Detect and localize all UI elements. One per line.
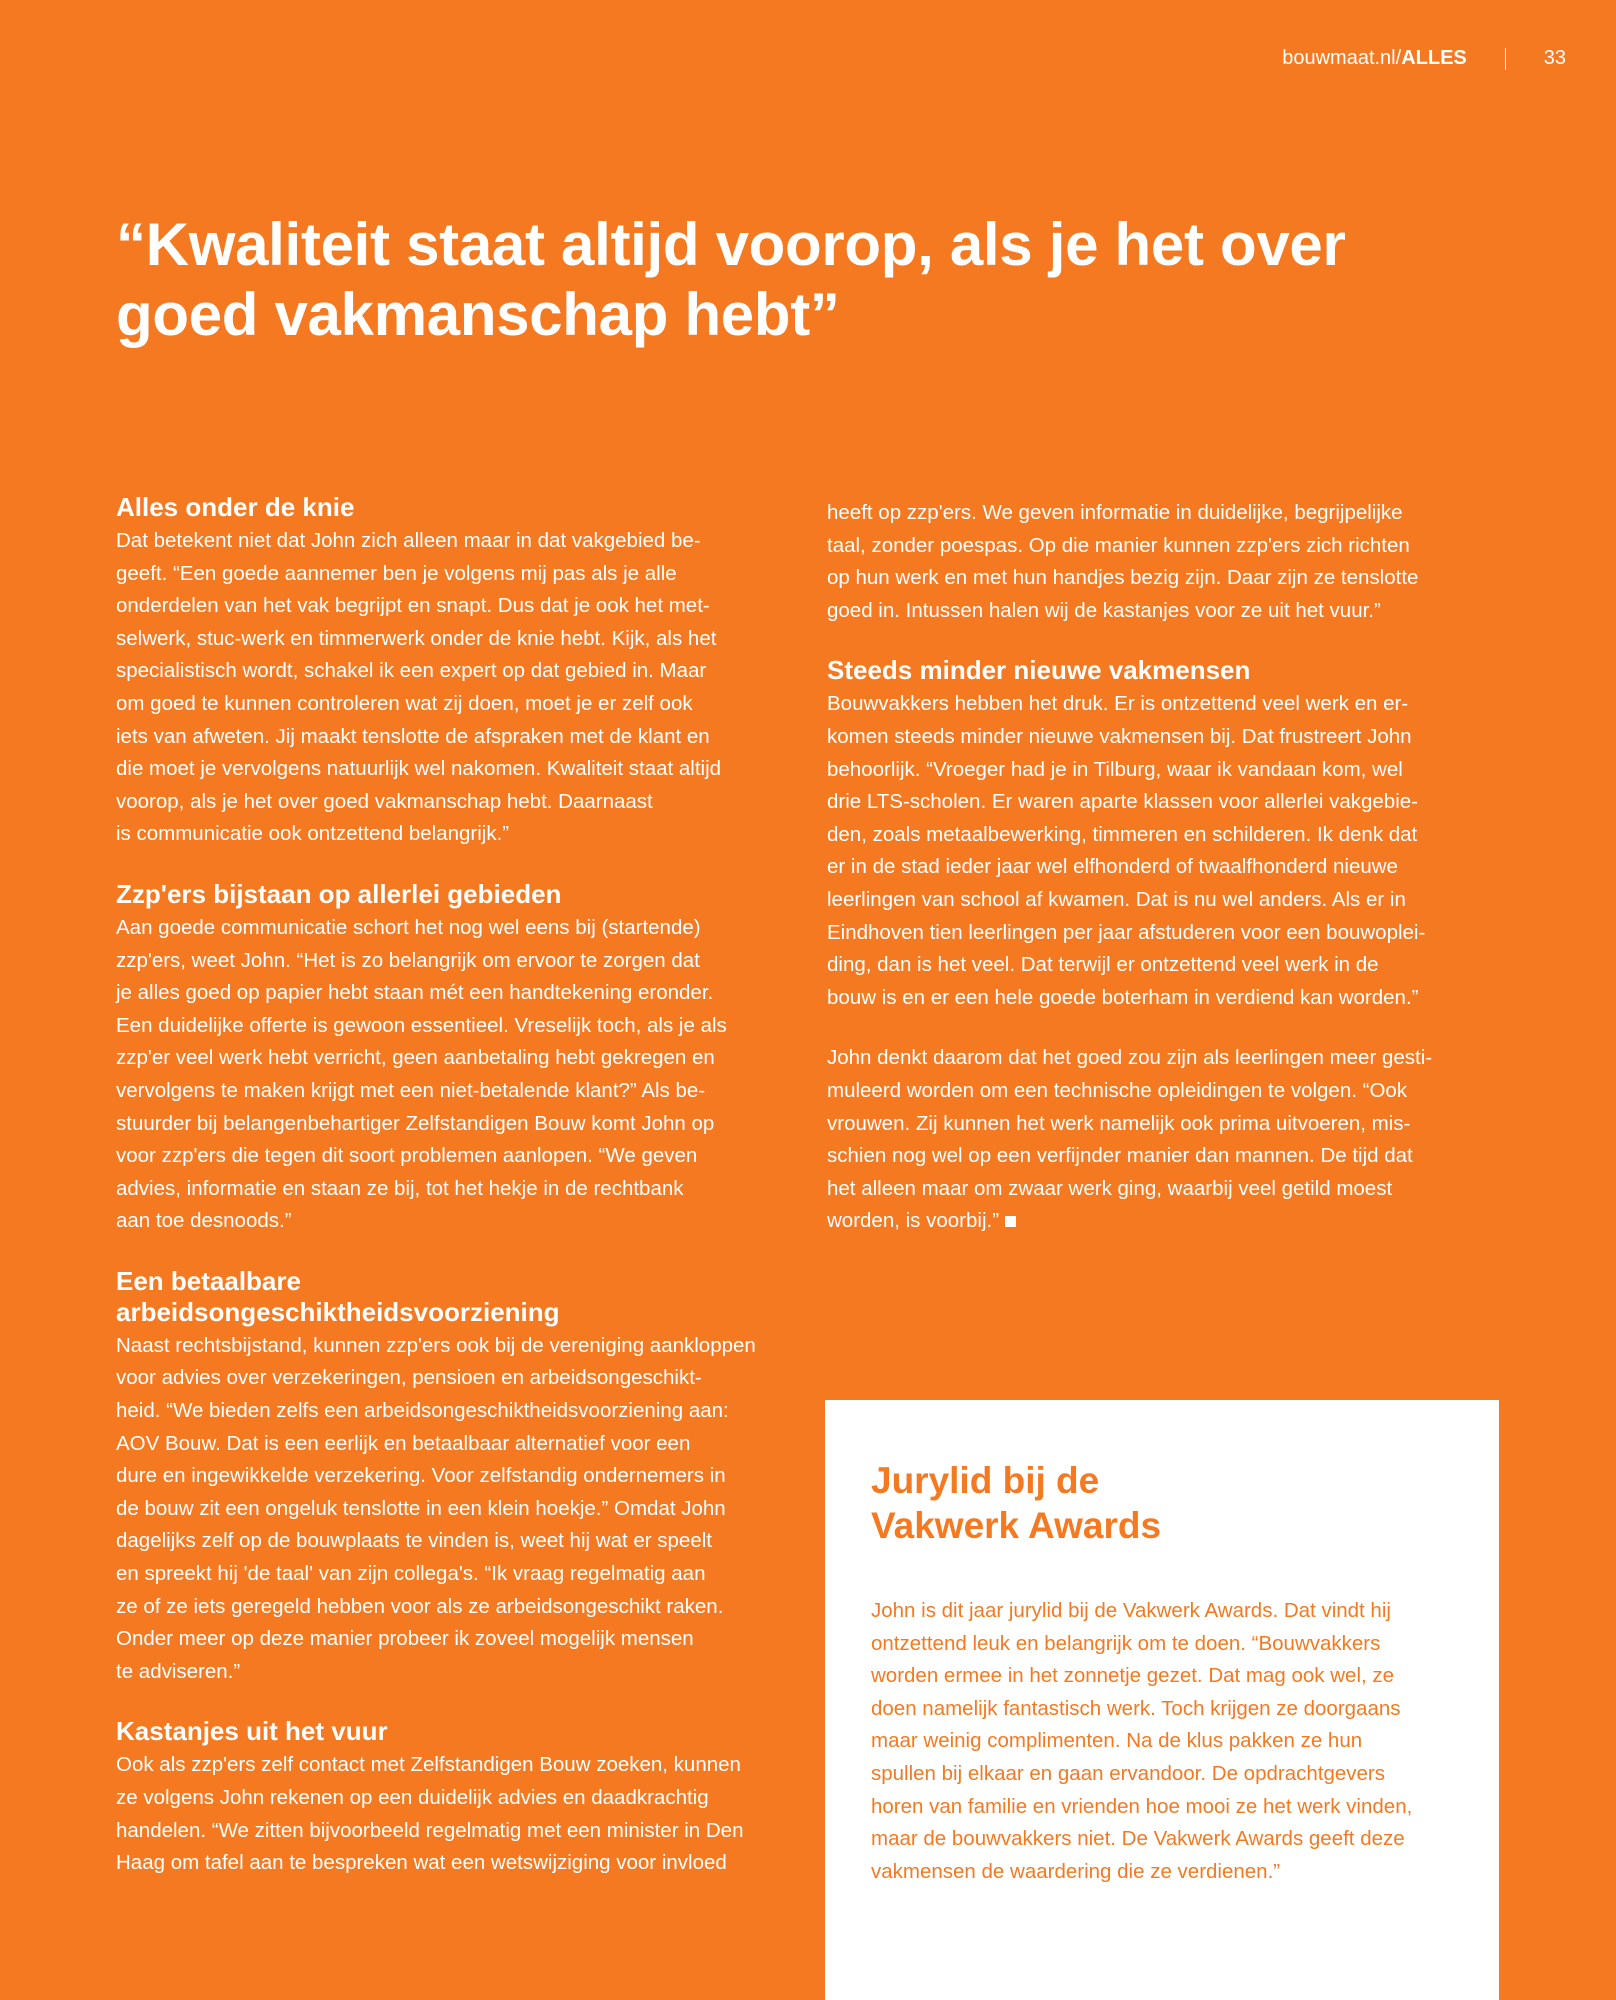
left-column [116, 492, 766, 1908]
site-prefix: bouwmaat.nl/ [1282, 47, 1402, 69]
sidebar-box-title: Jurylid bij de Vakwerk Awards [871, 1460, 1162, 1546]
page-header [1282, 47, 1566, 70]
section-text: Aan goede communicatie schort het nog wel eens bij (startende) zzp'ers, weet John. “Het is zo belangrijk om ervoor te zorgen dat je alles goed op papier hebt staan mét een handtekening eronder. Een duidelijke offerte is gewoon essentieel. Vreselijk toch, als je als zzp'er veel werk hebt verricht, geen aanbetaling hebt gekregen en vervolgens te maken krijgt met een niet-betalende klant?” Als be- stuurder bij belangenbehartiger Zelfstandigen Bouw komt John op voor zzp'ers die tegen dit soort problemen aanlopen. “We geven advies, informatie en staan ze bij, tot het hekje in de rechtbank aan toe desnoods.” [116, 915, 727, 1233]
sidebar-box-text: John is dit jaar jurylid bij de Vakwerk Awards. Dat vindt hij ontzettend leuk en belangrijk om te doen. “Bouwvakkers worden ermee in het zonnetje gezet. Dat mag ook wel, ze doen namelijk fantastisch werk. Toch krijgen ze doorgaans maar weinig complimenten. Na de klus pakken ze hun spullen bij elkaar en gaan ervandoor. De opdrachtgevers horen van familie en vrienden hoe mooi ze het werk vinden, maar de bouwvakkers niet. De Vakwerk Awards geeft deze vakmensen de waardering die ze verdienen.” [871, 1599, 1413, 1883]
end-of-article-mark [1005, 1216, 1016, 1227]
section-alles-onder-de-knie [116, 492, 766, 851]
section-heading: Kastanjes uit het vuur [116, 1716, 388, 1747]
section-heading: Alles onder de knie [116, 492, 355, 522]
header-divider [1505, 48, 1506, 70]
section-heading: Steeds minder nieuwe vakmensen [827, 655, 1251, 686]
section-steeds-minder-vakmensen [827, 655, 1477, 1014]
sidebar-box [825, 1400, 1499, 2000]
section-text: Bouwvakkers hebben het druk. Er is ontzettend veel werk en er- komen steeds minder nieuwe vakmensen bij. Dat frustreert John behoorlijk. “Vroeger had je in Tilburg, waar ik vandaan kom, wel drie LTS-scholen. Er waren aparte klassen voor allerlei vakgebie- den, zoals metaalbewerking, timmeren en schilderen. Ik denk dat er in de stad ieder jaar wel elfhonderd of twaalfhonderd nieuwe leerlingen van school af kwamen. Dat is nu wel anders. Als er in Eindhoven tien leerlingen per jaar afstuderen voor een bouwoplei- ding, dan is het veel. Dat terwijl er ontzettend veel werk in de bouw is en er een hele goede boterham in verdiend kan worden.” [827, 692, 1426, 1009]
site-url[interactable] [1282, 47, 1467, 70]
right-column [827, 497, 1477, 1266]
section-zzpers-bijstaan [116, 879, 766, 1238]
closing-paragraph [827, 1042, 1477, 1238]
section-text: Dat betekent niet dat John zich alleen maar in dat vakgebied be- geeft. “Een goede aannemer ben je volgens mij pas als je alle onderdelen van het vak begrijpt en snapt. Dus dat je ook het met- selwerk, stuc-werk en timmerwerk onder de knie hebt. Kijk, als het specialistisch wordt, schakel ik een expert op dat gebied in. Maar om goed te kunnen controleren wat zij doen, moet je er zelf ook iets van afweten. Jij maakt tenslotte de afspraken met de klant en die moet je vervolgens natuurlijk wel nakomen. Kwaliteit staat altijd voorop, als je het over goed vakmanschap hebt. Daarnaast is communicatie ook ontzettend belangrijk.” [116, 529, 722, 846]
section-text: Ook als zzp'ers zelf contact met Zelfstandigen Bouw zoeken, kunnen ze volgens John rekenen op een duidelijk advies en daadkrachtig handelen. “We zitten bijvoorbeeld regelmatig met een minister in Den Haag om tafel aan te bespreken wat een wetswijziging voor invloed [116, 1753, 744, 1875]
section-betaalbare-voorziening [116, 1266, 766, 1689]
section-heading: Een betaalbare arbeidsongeschiktheidsvoorziening [116, 1265, 560, 1327]
headline-quote: “Kwaliteit staat altijd voorop, als je het over goed vakmanschap hebt” [116, 211, 1346, 348]
section-text: Naast rechtsbijstand, kunnen zzp'ers ook bij de vereniging aankloppen voor advies over verzekeringen, pensioen en arbeidsongeschikt- heid. “We bieden zelfs een arbeidsongeschiktheidsvoorziening aan: AOV Bouw. Dat is een eerlijk en betaalbaar alternatief voor een dure en ingewikkelde verzekering. Voor zelfstandig ondernemers in de bouw zit een ongeluk tenslotte in een klein hoekje.” Omdat John dagelijks zelf op de bouwplaats te vinden is, weet hij wat er speelt en spreekt hij 'de taal' van zijn collega's. “Ik vraag regelmatig aan ze of ze iets geregeld hebben voor als ze arbeidsongeschikt raken. Onder meer op deze manier probeer ik zoveel mogelijk mensen te adviseren.” [116, 1333, 756, 1683]
closing-text: John denkt daarom dat het goed zou zijn als leerlingen meer gesti- muleerd worden om een technische opleidingen te volgen. “Ook vrouwen. Zij kunnen het werk namelijk ook prima uitvoeren, mis- schien nog wel op een verfijnder manier dan mannen. De tijd dat het alleen maar om zwaar werk ging, waarbij veel getild moest worden, is voorbij.” [827, 1046, 1433, 1233]
page-number: 33 [1543, 47, 1566, 69]
section-kastanjes-uit-het-vuur [116, 1716, 766, 1879]
section-heading: Zzp'ers bijstaan op allerlei gebieden [116, 878, 562, 909]
continued-text: heeft op zzp'ers. We geven informatie in duidelijke, begrijpelijke taal, zonder poespas. Op die manier kunnen zzp'ers zich richten op hun werk en met hun handjes bezig zijn. Daar zijn ze tenslotte goed in. Intussen halen wij de kastanjes voor ze uit het vuur.” [827, 501, 1419, 622]
site-section: ALLES [1401, 47, 1467, 69]
